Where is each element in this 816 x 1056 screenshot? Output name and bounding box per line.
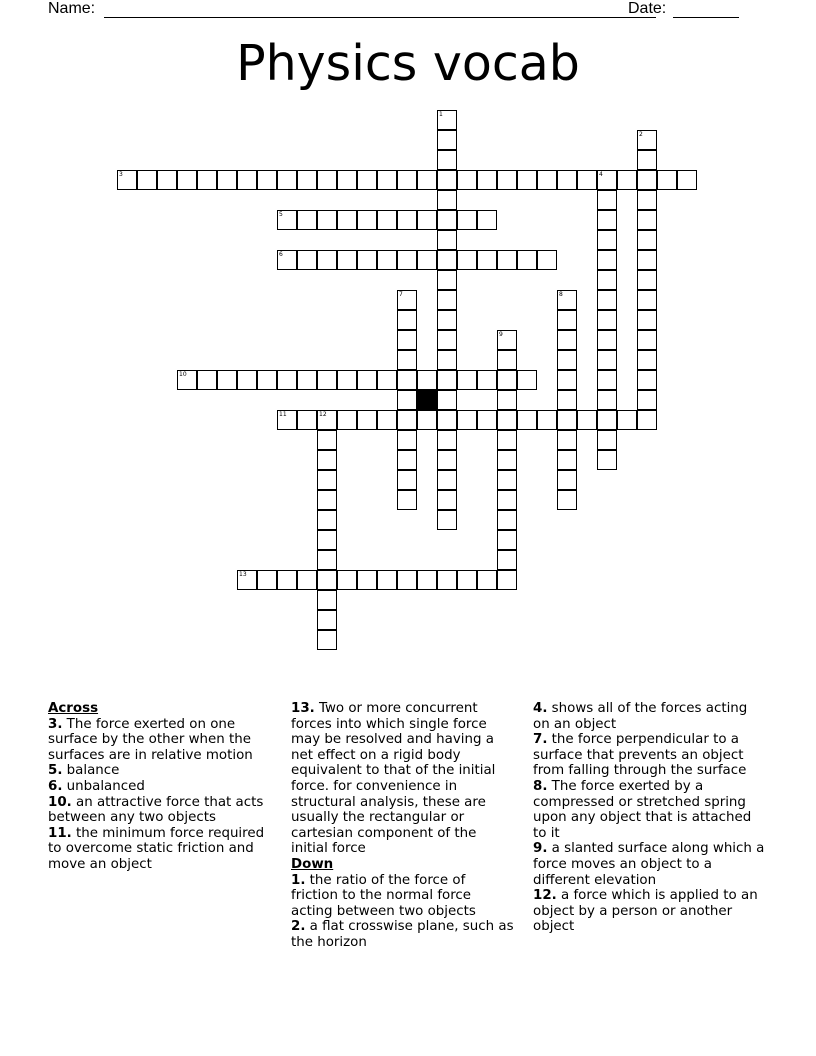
grid-cell[interactable] [557,310,577,330]
grid-cell[interactable] [317,370,337,390]
grid-cell[interactable] [437,270,457,290]
grid-cell[interactable] [317,570,337,590]
grid-cell[interactable] [397,410,417,430]
grid-cell[interactable] [557,430,577,450]
grid-cell[interactable] [397,330,417,350]
grid-cell[interactable] [617,410,637,430]
grid-cell[interactable] [417,370,437,390]
grid-cell[interactable] [457,570,477,590]
clue-number: 1 [439,111,443,118]
grid-cell[interactable] [657,170,677,190]
clue-item-number: 5. [48,763,63,779]
grid-cell[interactable] [377,170,397,190]
grid-cell[interactable] [537,250,557,270]
grid-cell[interactable] [397,570,417,590]
grid-cell[interactable] [437,430,457,450]
clue-item [48,826,273,873]
grid-cell[interactable] [497,370,517,390]
grid-cell[interactable] [497,250,517,270]
grid-cell[interactable] [337,570,357,590]
grid-cell[interactable] [497,530,517,550]
grid-cell[interactable] [317,510,337,530]
grid-cell[interactable] [337,370,357,390]
grid-cell[interactable] [577,170,597,190]
grid-cell[interactable] [297,570,317,590]
grid-cell[interactable] [477,250,497,270]
clue-number: 8 [559,291,563,298]
grid-cell[interactable] [437,370,457,390]
clue-item-number: 8. [533,778,548,794]
date-label: Date: [628,0,667,17]
clue-item-text: an attractive force that acts between any two objects [48,794,264,826]
grid-cell[interactable] [317,210,337,230]
grid-cell[interactable] [597,230,617,250]
grid-cell[interactable] [597,410,617,430]
clue-item-number: 10. [48,794,72,810]
grid-cell[interactable] [437,110,457,130]
grid-cell[interactable] [277,410,297,430]
clue-item [533,888,768,935]
grid-cell[interactable] [317,550,337,570]
clue-number: 6 [279,251,283,258]
grid-cell[interactable] [497,570,517,590]
grid-cell[interactable] [277,250,297,270]
clue-item-number: 12. [533,888,557,904]
grid-cell[interactable] [377,250,397,270]
grid-cell[interactable] [317,170,337,190]
grid-cell[interactable] [457,210,477,230]
grid-cell[interactable] [237,170,257,190]
grid-cell[interactable] [437,190,457,210]
grid-cell[interactable] [437,130,457,150]
grid-cell[interactable] [437,390,457,410]
clue-item [533,779,768,841]
clues-column-1 [48,701,273,873]
grid-cell[interactable] [637,170,657,190]
grid-cell[interactable] [597,170,617,190]
grid-cell[interactable] [597,250,617,270]
clue-item-number: 13. [291,701,315,716]
grid-cell[interactable] [317,490,337,510]
grid-cell[interactable] [637,270,657,290]
grid-cell[interactable] [597,350,617,370]
grid-cell[interactable] [597,450,617,470]
grid-cell[interactable] [297,210,317,230]
grid-cell[interactable] [297,170,317,190]
grid-cell[interactable] [257,570,277,590]
grid-cell[interactable] [437,210,457,230]
grid-cell[interactable] [357,210,377,230]
grid-cell[interactable] [217,170,237,190]
grid-cell[interactable] [477,210,497,230]
grid-cell[interactable] [277,370,297,390]
clue-item-text: the force perpendicular to a surface that prevents an object from falling through the surface [533,732,747,779]
grid-cell[interactable] [317,430,337,450]
grid-cell[interactable] [517,250,537,270]
grid-cell[interactable] [297,250,317,270]
clue-item-text: balance [62,763,120,779]
grid-cell[interactable] [557,490,577,510]
grid-cell[interactable] [277,210,297,230]
clue-number: 12 [319,411,327,418]
grid-cell[interactable] [137,170,157,190]
grid-cell[interactable] [557,370,577,390]
grid-cell[interactable] [537,170,557,190]
grid-cell[interactable] [557,390,577,410]
grid-cell[interactable] [197,170,217,190]
grid-cell[interactable] [357,570,377,590]
grid-cell[interactable] [597,290,617,310]
grid-cell[interactable] [537,410,557,430]
grid-cell[interactable] [417,570,437,590]
grid-cell[interactable] [457,170,477,190]
clue-number: 2 [639,131,643,138]
grid-cell[interactable] [297,410,317,430]
grid-cell[interactable] [257,170,277,190]
clue-item [48,779,273,795]
grid-cell[interactable] [497,430,517,450]
grid-cell[interactable] [637,130,657,150]
grid-cell[interactable] [637,330,657,350]
grid-cell[interactable] [437,330,457,350]
grid-cell[interactable] [377,210,397,230]
grid-cell[interactable] [317,610,337,630]
grid-cell[interactable] [397,210,417,230]
grid-cell[interactable] [397,290,417,310]
clue-item-number: 6. [48,778,63,794]
clue-item-text: The force exerted by a compressed or stretched spring upon any object that is attached to it [533,778,752,841]
grid-cell[interactable] [617,170,637,190]
grid-cell[interactable] [357,410,377,430]
grid-cell[interactable] [557,450,577,470]
grid-cell[interactable] [457,370,477,390]
grid-cell[interactable] [317,530,337,550]
clue-number: 10 [179,371,187,378]
grid-cell[interactable] [497,350,517,370]
page-title: Physics vocab [236,35,580,92]
grid-cell[interactable] [417,410,437,430]
grid-cell[interactable] [377,570,397,590]
clue-item-text: the ratio of the force of friction to the normal force acting between two objects [291,872,476,919]
grid-cell[interactable] [437,230,457,250]
grid-cell[interactable] [637,390,657,410]
clue-number: 9 [499,331,503,338]
grid-cell[interactable] [397,170,417,190]
grid-cell[interactable] [637,230,657,250]
grid-cell[interactable] [397,350,417,370]
grid-cell[interactable] [437,470,457,490]
grid-cell[interactable] [637,310,657,330]
grid-cell[interactable] [557,410,577,430]
clue-item [291,873,516,920]
across-heading: Across [48,701,99,716]
grid-cell[interactable] [637,410,657,430]
grid-cell[interactable] [237,370,257,390]
grid-cell[interactable] [397,490,417,510]
grid-cell[interactable] [597,390,617,410]
grid-cell[interactable] [317,470,337,490]
grid-cell[interactable] [317,250,337,270]
clue-item-number: 2. [291,919,306,935]
grid-cell[interactable] [437,450,457,470]
grid-cell[interactable] [277,570,297,590]
clue-item [291,701,516,857]
grid-cell[interactable] [437,490,457,510]
grid-cell[interactable] [397,310,417,330]
grid-cell[interactable] [557,470,577,490]
clue-item-text: The force exerted on one surface by the other when the surfaces are in relative motion [48,716,253,763]
grid-cell[interactable] [417,170,437,190]
clue-item-text: a slanted surface along which a force moves an object to a different elevation [533,841,765,888]
clue-item [48,717,273,764]
clues-column-3 [533,701,768,935]
grid-cell[interactable] [477,370,497,390]
clue-item-number: 11. [48,825,72,841]
grid-cell[interactable] [377,410,397,430]
grid-cell[interactable] [317,410,337,430]
grid-cell[interactable] [397,250,417,270]
clues-column-2 [291,701,516,951]
grid-cell[interactable] [437,150,457,170]
grid-cell[interactable] [397,370,417,390]
clue-number: 7 [399,291,403,298]
clue-item [48,763,273,779]
grid-cell[interactable] [377,370,397,390]
grid-cell[interactable] [397,430,417,450]
clue-item-text: a flat crosswise plane, such as the horizon [291,919,514,950]
grid-cell[interactable] [597,330,617,350]
grid-cell[interactable] [597,310,617,330]
grid-cell[interactable] [517,410,537,430]
grid-cell[interactable] [597,190,617,210]
grid-cell[interactable] [557,330,577,350]
grid-cell[interactable] [417,250,437,270]
grid-cell[interactable] [497,470,517,490]
clue-item-number: 4. [533,701,548,716]
grid-cell[interactable] [637,350,657,370]
grid-cell[interactable] [677,170,697,190]
grid-cell[interactable] [597,270,617,290]
clue-item [533,841,768,888]
grid-cell[interactable] [497,170,517,190]
grid-cell[interactable] [437,310,457,330]
grid-cell[interactable] [437,410,457,430]
grid-cell[interactable] [517,170,537,190]
grid-cell[interactable] [637,370,657,390]
grid-cell[interactable] [457,250,477,270]
grid-cell[interactable] [397,470,417,490]
clue-item-number: 1. [291,872,306,888]
grid-cell[interactable] [557,170,577,190]
clue-number: 5 [279,211,283,218]
grid-cell[interactable] [497,550,517,570]
grid-cell[interactable] [337,170,357,190]
grid-cell[interactable] [437,350,457,370]
grid-cell[interactable] [417,210,437,230]
grid-cell[interactable] [477,570,497,590]
grid-cell[interactable] [437,510,457,530]
grid-cell[interactable] [297,370,317,390]
grid-cell[interactable] [437,170,457,190]
grid-cell[interactable] [317,590,337,610]
clue-item [533,732,768,779]
grid-cell[interactable] [497,390,517,410]
grid-cell[interactable] [517,370,537,390]
grid-cell[interactable] [257,370,277,390]
grid-cell[interactable] [437,290,457,310]
grid-cell[interactable] [397,450,417,470]
grid-cell[interactable] [637,190,657,210]
grid-cell[interactable] [357,370,377,390]
grid-cell[interactable] [277,170,297,190]
grid-cell[interactable] [637,210,657,230]
clue-number: 11 [279,411,287,418]
grid-cell[interactable] [337,210,357,230]
grid-cell[interactable] [197,370,217,390]
grid-cell[interactable] [237,570,257,590]
grid-cell[interactable] [477,170,497,190]
clue-item-text: unbalanced [62,778,145,794]
grid-cell[interactable] [477,410,497,430]
grid-cell[interactable] [557,350,577,370]
grid-cell[interactable] [497,330,517,350]
black-cell [417,390,437,410]
grid-cell[interactable] [597,370,617,390]
clue-item [291,919,516,950]
grid-cell[interactable] [317,630,337,650]
grid-cell[interactable] [157,170,177,190]
clue-item-text: shows all of the forces acting on an object [533,701,748,732]
grid-cell[interactable] [437,570,457,590]
clue-item [48,795,273,826]
clue-item-number: 7. [533,732,548,748]
grid-cell[interactable] [317,450,337,470]
grid-cell[interactable] [637,250,657,270]
clue-number: 3 [119,171,123,178]
grid-cell[interactable] [637,150,657,170]
down-heading: Down [291,856,334,872]
grid-cell[interactable] [497,490,517,510]
grid-cell[interactable] [177,370,197,390]
grid-cell[interactable] [497,450,517,470]
grid-cell[interactable] [597,210,617,230]
grid-cell[interactable] [497,410,517,430]
grid-cell[interactable] [337,250,357,270]
grid-cell[interactable] [397,390,417,410]
clue-item-text: a force which is applied to an object by a person or another object [533,888,758,935]
name-label: Name: [48,0,96,17]
grid-cell[interactable] [357,170,377,190]
grid-cell[interactable] [337,410,357,430]
grid-cell[interactable] [577,410,597,430]
clue-item-number: 9. [533,841,548,857]
grid-cell[interactable] [597,430,617,450]
clue-item [533,701,768,732]
grid-cell[interactable] [637,290,657,310]
clue-item-text: Two or more concurrent forces into which single force may be resolved and having a net effect on a rigid body equivalent to that of the initial force. for convenience in structural analysis, these are usually the rectangular or cartesian component of the initial force [291,701,496,857]
clue-number: 4 [599,171,603,178]
grid-cell[interactable] [437,250,457,270]
grid-cell[interactable] [117,170,137,190]
clue-item-number: 3. [48,716,63,732]
clue-item-text: the minimum force required to overcome static friction and move an object [48,825,265,872]
grid-cell[interactable] [177,170,197,190]
grid-cell[interactable] [557,290,577,310]
grid-cell[interactable] [217,370,237,390]
grid-cell[interactable] [457,410,477,430]
grid-cell[interactable] [357,250,377,270]
clue-number: 13 [239,571,247,578]
grid-cell[interactable] [497,510,517,530]
